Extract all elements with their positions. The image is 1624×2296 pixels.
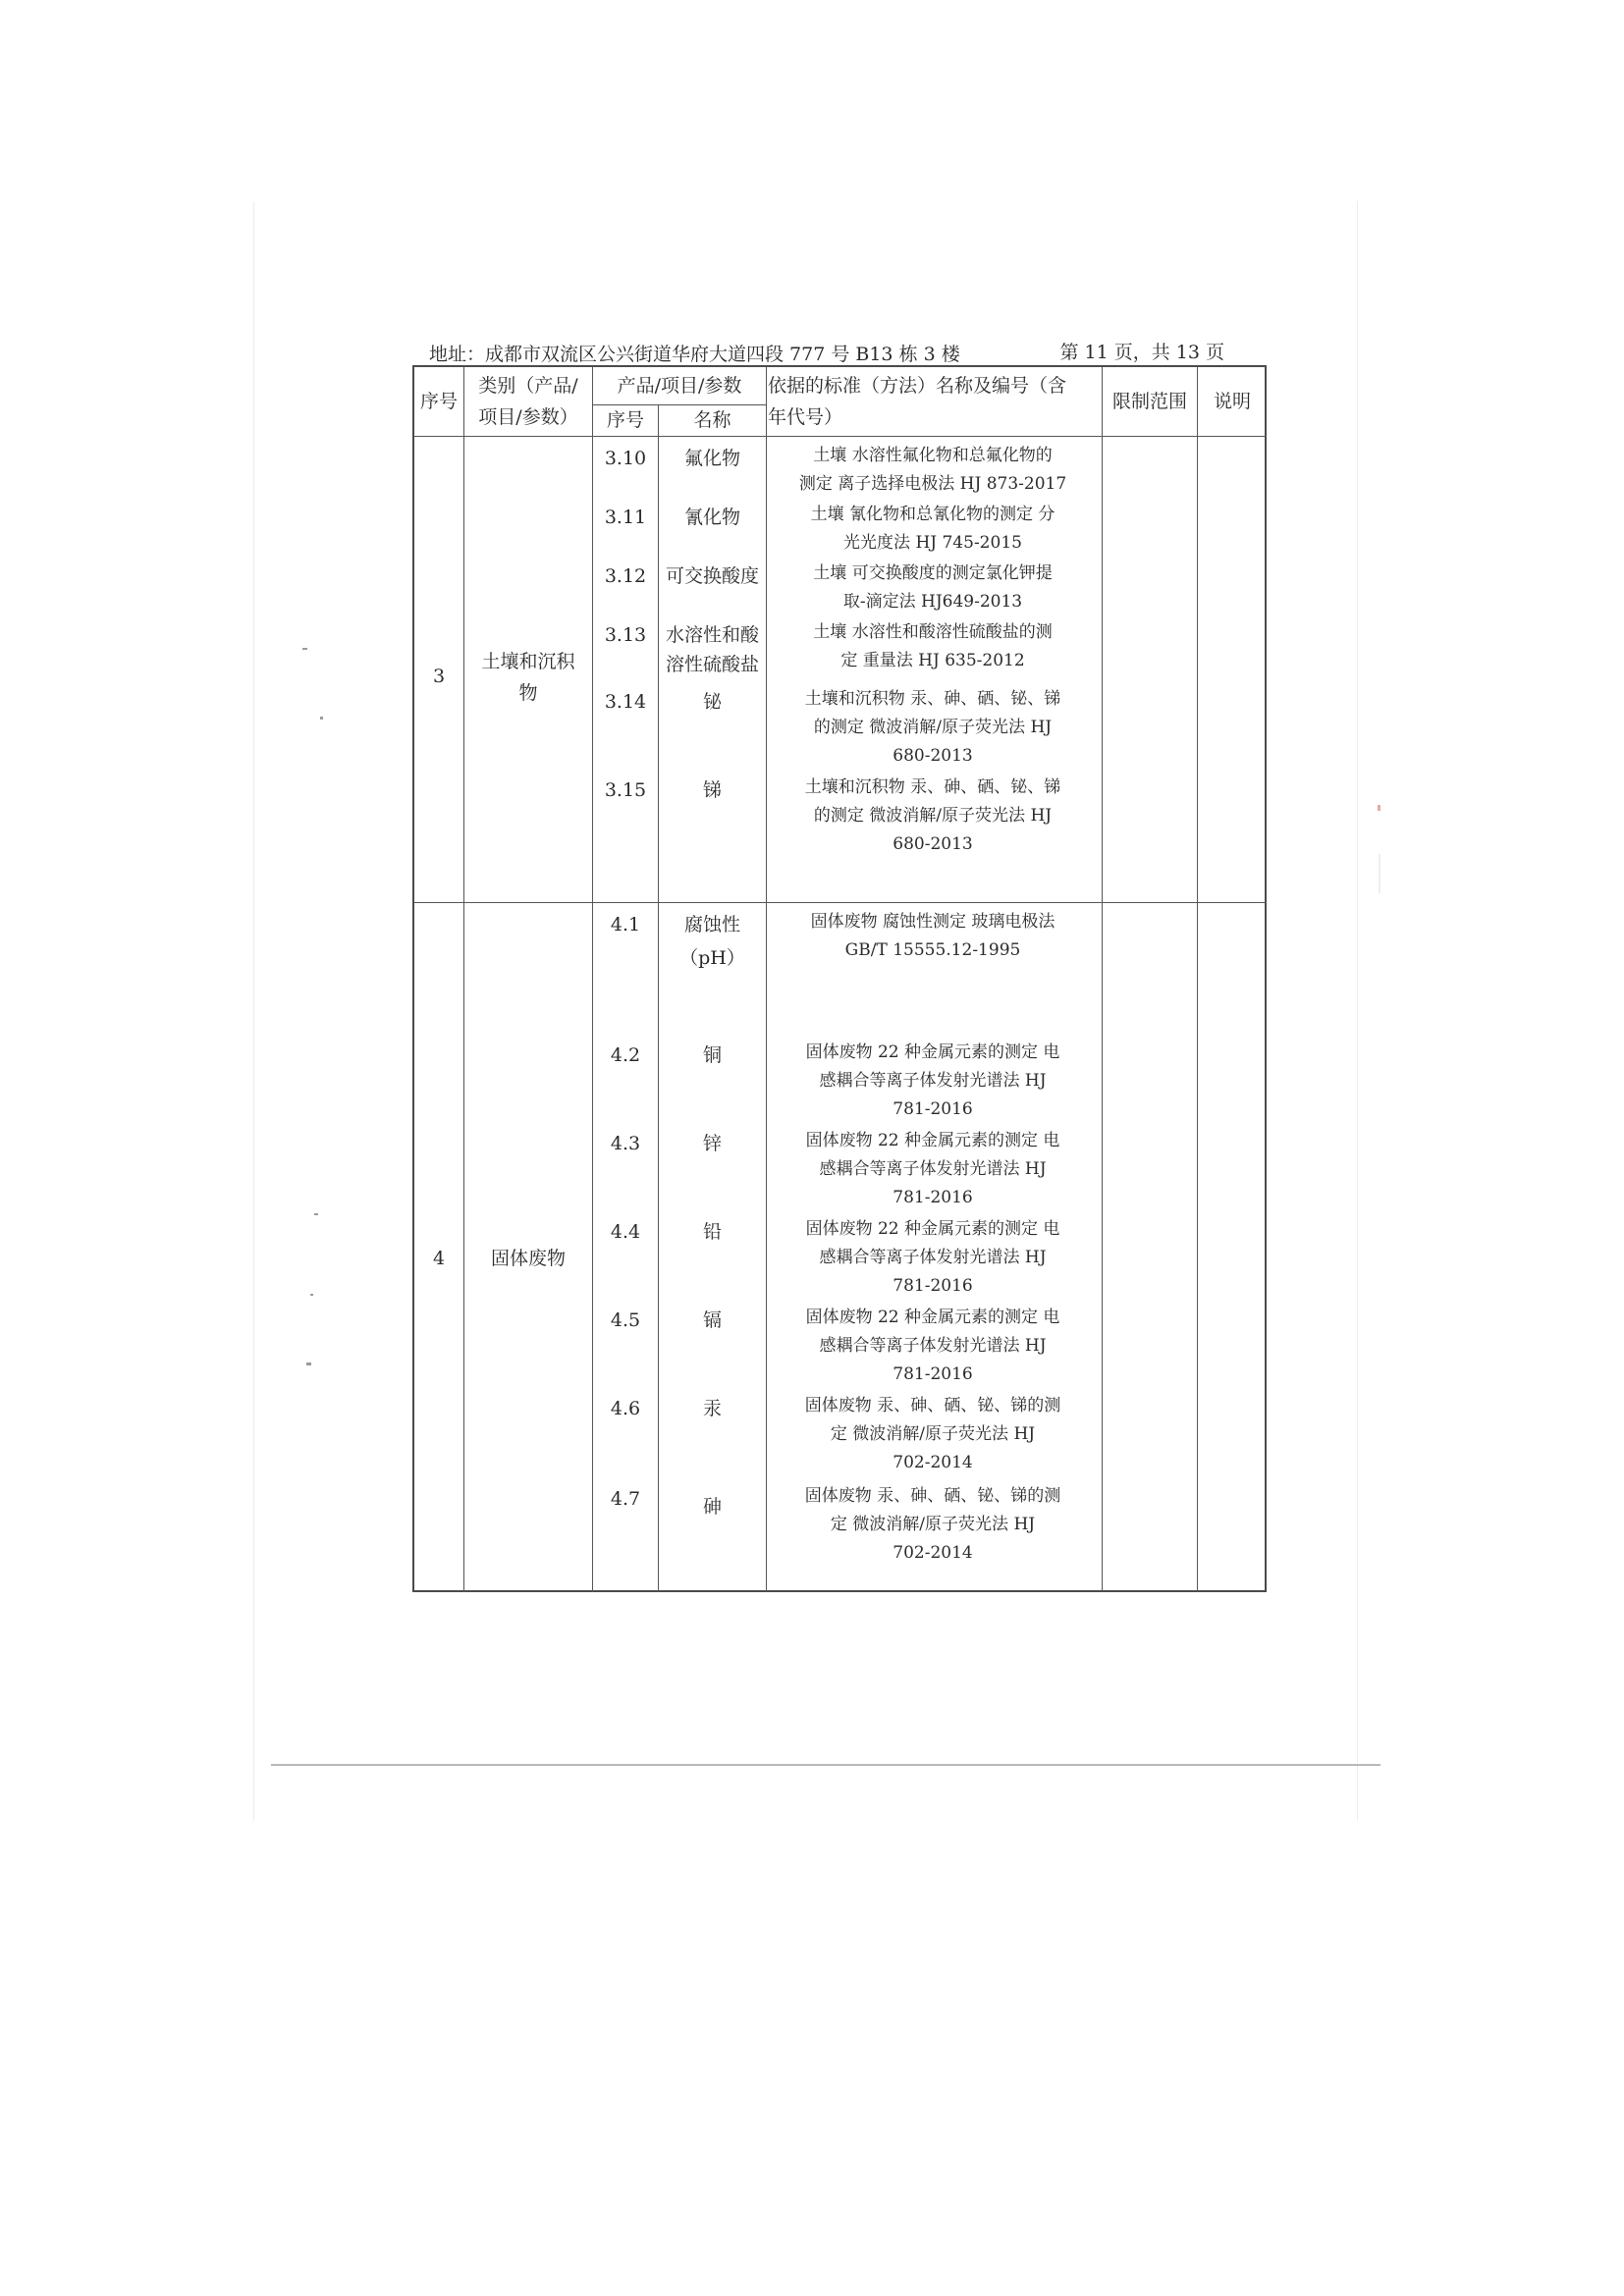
row-number: 4.2 (610, 1044, 641, 1066)
scan-sheet-edge-right (1357, 201, 1358, 1821)
row-name: 铜 (702, 1044, 722, 1066)
row-standard: 固体废物 22 种金属元素的测定 电 感耦合等离子体发射光谱法 HJ 781-2016 (805, 1219, 1060, 1296)
row-standard: 固体废物 22 种金属元素的测定 电 感耦合等离子体发射光谱法 HJ 781-2016 (805, 1042, 1060, 1119)
scan-speck (310, 1294, 313, 1296)
row-number: 3.12 (604, 565, 647, 587)
row-standard: 固体废物 22 种金属元素的测定 电 感耦合等离子体发射光谱法 HJ 781-2016 (805, 1308, 1060, 1384)
row-name: 汞 (702, 1398, 722, 1419)
row-standard: 土壤 水溶性和酸溶性硫酸盐的测 定 重量法 HJ 635-2012 (813, 622, 1053, 670)
row-number: 3.13 (604, 624, 647, 646)
row-standard: 固体废物 汞、砷、硒、铋、锑的测 定 微波消解/原子荧光法 HJ 702-2014 (804, 1396, 1061, 1472)
row-name: 铋 (702, 691, 722, 713)
group-seq: 3 (432, 666, 446, 687)
row-standard: 固体废物 腐蚀性测定 玻璃电极法 GB/T 15555.12-1995 (810, 912, 1056, 960)
header-sub-name: 名称 (693, 409, 731, 431)
row-standard: 土壤和沉积物 汞、砷、硒、铋、锑 的测定 微波消解/原子荧光法 HJ 680-2013 (804, 689, 1061, 766)
grid-line (1102, 367, 1103, 1592)
row-name: 锌 (702, 1133, 722, 1154)
header-category-line1: 类别（产品/ (478, 375, 578, 397)
row-number: 3.14 (604, 691, 647, 713)
group-category-line1: 土壤和沉积 (481, 651, 575, 672)
scan-speck (1378, 805, 1380, 811)
scan-sheet-edge-left (253, 201, 254, 1821)
header-standard-line1: 依据的标准（方法）名称及编号（含 (768, 375, 1067, 397)
page-header (429, 338, 1232, 365)
header-sub-seq: 序号 (606, 409, 644, 431)
scan-bottom-rule (271, 1764, 1380, 1766)
header-category-line2: 项目/参数） (478, 406, 578, 428)
header-standard-line2: 年代号） (768, 406, 843, 428)
group-seq: 4 (432, 1248, 446, 1269)
row-number: 4.7 (610, 1488, 641, 1510)
row-name: 锑 (702, 779, 722, 801)
row-standard: 固体废物 汞、砷、硒、铋、锑的测 定 微波消解/原子荧光法 HJ 702-2014 (804, 1486, 1061, 1563)
header-seq: 序号 (419, 391, 458, 412)
header-product-group: 产品/项目/参数 (617, 375, 742, 397)
page-number-text: 第 11 页，共 13 页 (1059, 342, 1224, 363)
scan-speck (1379, 854, 1380, 893)
scan-speck (320, 717, 323, 720)
row-number: 4.4 (610, 1221, 641, 1243)
grid-line (414, 902, 1267, 903)
address-text: 地址：成都市双流区公兴街道华府大道四段 777 号 B13 栋 3 楼 (429, 344, 960, 365)
row-number: 4.3 (610, 1133, 641, 1154)
scan-speck (314, 1213, 318, 1215)
grid-line (463, 367, 464, 1592)
row-name: 腐蚀性 （pH） (679, 914, 745, 969)
grid-line (766, 367, 767, 1592)
row-name: 氰化物 (683, 507, 740, 528)
scan-speck (306, 1362, 311, 1365)
grid-line (1197, 367, 1198, 1592)
row-number: 3.11 (604, 507, 647, 528)
row-standard: 固体废物 22 种金属元素的测定 电 感耦合等离子体发射光谱法 HJ 781-2016 (805, 1131, 1060, 1207)
row-name: 镉 (702, 1309, 722, 1331)
row-number: 3.10 (604, 448, 647, 469)
row-standard: 土壤 可交换酸度的测定氯化钾提 取-滴定法 HJ649-2013 (813, 563, 1053, 612)
row-number: 4.6 (610, 1398, 641, 1419)
row-name: 水溶性和酸 溶性硫酸盐 (665, 624, 759, 675)
row-name: 铅 (702, 1221, 722, 1243)
header-note: 说明 (1213, 391, 1251, 412)
row-standard: 土壤 氰化物和总氰化物的测定 分 光光度法 HJ 745-2015 (810, 505, 1056, 553)
row-standard: 土壤 水溶性氟化物和总氟化物的 测定 离子选择电极法 HJ 873-2017 (798, 446, 1067, 494)
row-standard: 土壤和沉积物 汞、砷、硒、铋、锑 的测定 微波消解/原子荧光法 HJ 680-2013 (804, 777, 1061, 854)
scan-speck (302, 648, 307, 650)
group-category-line1: 固体废物 (490, 1248, 566, 1269)
row-number: 3.15 (604, 779, 647, 801)
row-number: 4.5 (610, 1309, 641, 1331)
row-name: 氟化物 (683, 448, 740, 469)
row-number: 4.1 (610, 914, 641, 935)
row-name: 砷 (702, 1496, 722, 1518)
row-name: 可交换酸度 (665, 565, 759, 587)
grid-line (414, 436, 1267, 437)
group-category-line2: 物 (518, 682, 538, 704)
capability-table (412, 365, 1267, 1592)
header-limit: 限制范围 (1111, 391, 1187, 412)
